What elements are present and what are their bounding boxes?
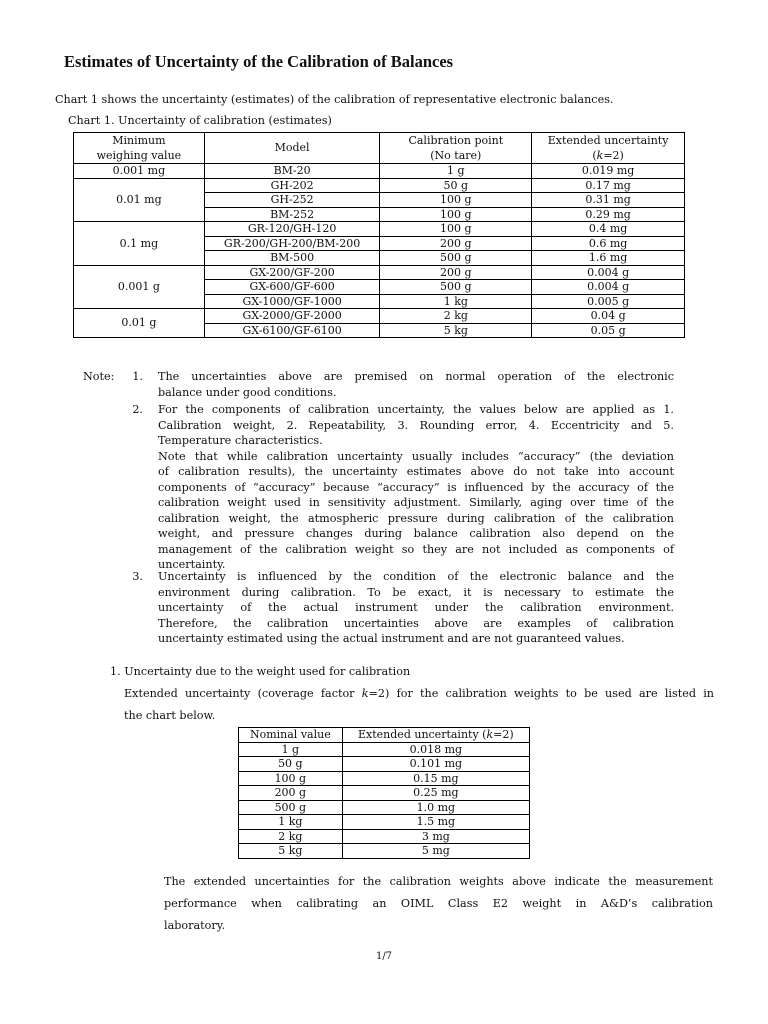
header-nominal-value: Nominal value	[239, 728, 343, 743]
note-line: components of “accuracy” because “accuracy” is influenced by the accuracy of the	[158, 480, 674, 494]
closing-line-2: performance when calibrating an OIML Class E2 weight in A&D’s calibration	[164, 897, 713, 910]
model-cell: BM-252	[204, 207, 380, 222]
model-cell: GX-1000/GF-1000	[204, 294, 380, 309]
section1-p-line1	[124, 683, 714, 705]
table-row	[74, 265, 685, 280]
uncertainty-cell: 0.4 mg	[532, 222, 685, 237]
note-line: calibration weight, the atmospheric pressure during calibration of the calibration	[158, 511, 674, 525]
nominal-value-cell: 500 g	[239, 800, 343, 815]
header-unc-k: k	[596, 149, 604, 162]
calibration-point-cell: 500 g	[380, 280, 532, 295]
note-number: 3.	[132, 570, 143, 583]
note-line: uncertainty.	[158, 558, 226, 571]
table-row	[239, 815, 530, 830]
table-row	[239, 844, 530, 859]
nominal-value-cell: 1 g	[239, 742, 343, 757]
min-weighing-cell: 0.001 g	[74, 265, 205, 309]
chart1-caption: Chart 1. Uncertainty of calibration (estimates)	[68, 114, 332, 127]
uncertainty-table	[73, 132, 685, 338]
table-row	[239, 771, 530, 786]
calibration-point-cell: 100 g	[380, 193, 532, 208]
uncertainty-cell: 0.04 g	[532, 309, 685, 324]
model-cell: GH-252	[204, 193, 380, 208]
nominal-value-cell: 5 kg	[239, 844, 343, 859]
notes-label: Note:	[83, 370, 115, 383]
header-min-weighing	[74, 133, 205, 164]
table-row	[239, 786, 530, 801]
nominal-value-cell: 200 g	[239, 786, 343, 801]
table-row	[74, 309, 685, 324]
model-cell: BM-20	[204, 164, 380, 179]
note-line: Temperature characteristics.	[158, 434, 323, 447]
model-cell: GX-2000/GF-2000	[204, 309, 380, 324]
model-cell: GX-6100/GF-6100	[204, 323, 380, 338]
weight-uncertainty-cell: 0.101 mg	[342, 757, 529, 772]
closing-paragraph	[164, 871, 713, 937]
weights-table	[238, 727, 530, 859]
calibration-point-cell: 200 g	[380, 236, 532, 251]
table-row	[239, 742, 530, 757]
weights-table-body	[239, 742, 530, 858]
note-line: For the components of calibration uncertainty, the values below are applied as 1.	[158, 403, 674, 416]
table-row	[74, 178, 685, 193]
model-cell: GX-600/GF-600	[204, 280, 380, 295]
calibration-point-cell: 50 g	[380, 178, 532, 193]
note-line: Therefore, the calibration uncertainties above are examples of calibration	[158, 616, 674, 630]
weights-header-row	[239, 728, 530, 743]
nominal-value-cell: 50 g	[239, 757, 343, 772]
min-weighing-cell: 0.1 mg	[74, 222, 205, 266]
note-line: Note that while calibration uncertainty usually includes “accuracy” (the deviation	[158, 449, 674, 463]
header-unc-close: =2)	[603, 149, 624, 162]
section1-p-k: k	[361, 687, 369, 700]
table-row	[239, 800, 530, 815]
header-weight-uncertainty	[342, 728, 529, 743]
note-line: management of the calibration weight so they are not included as components of	[158, 542, 674, 556]
min-weighing-cell: 0.01 g	[74, 309, 205, 338]
table-row	[239, 829, 530, 844]
header-calibration-point	[380, 133, 532, 164]
header-wunc-k: k	[486, 728, 494, 741]
min-weighing-cell: 0.001 mg	[74, 164, 205, 179]
model-cell: GR-120/GH-120	[204, 222, 380, 237]
uncertainty-cell: 0.019 mg	[532, 164, 685, 179]
calibration-point-cell: 100 g	[380, 207, 532, 222]
uncertainty-cell: 0.17 mg	[532, 178, 685, 193]
model-cell: BM-500	[204, 251, 380, 266]
table-header-row	[74, 133, 685, 164]
calibration-point-cell: 500 g	[380, 251, 532, 266]
note-line: of calibration results), the uncertainty estimates above do not take into account	[158, 465, 674, 478]
note-line: uncertainty estimated using the actual instrument and are not guaranteed values.	[158, 632, 625, 645]
note-number: 2.	[132, 403, 143, 416]
note-line: The uncertainties above are premised on normal operation of the electronic	[158, 370, 674, 383]
nominal-value-cell: 2 kg	[239, 829, 343, 844]
calibration-point-cell: 100 g	[380, 222, 532, 237]
uncertainty-cell: 0.004 g	[532, 265, 685, 280]
intro-text: Chart 1 shows the uncertainty (estimates) of the calibration of representative electronic balances.	[55, 93, 614, 106]
calibration-point-cell: 200 g	[380, 265, 532, 280]
header-model: Model	[204, 133, 380, 164]
note-number: 1.	[132, 370, 143, 383]
uncertainty-cell: 0.05 g	[532, 323, 685, 338]
header-unc-l2	[532, 148, 684, 163]
weight-uncertainty-cell: 0.15 mg	[342, 771, 529, 786]
note-line: uncertainty of the actual instrument under the calibration environment.	[158, 601, 674, 614]
header-min-weighing-l2: weighing value	[96, 149, 182, 162]
header-wunc-post: =2)	[493, 728, 514, 741]
note-line: balance under good conditions.	[158, 385, 337, 399]
calibration-point-cell: 1 g	[380, 164, 532, 179]
uncertainty-cell: 0.004 g	[532, 280, 685, 295]
weight-uncertainty-cell: 3 mg	[342, 829, 529, 844]
note-line: weight, and pressure changes during balance calibration also depend on the	[158, 527, 674, 540]
header-unc-l1: Extended uncertainty	[547, 134, 669, 147]
note-line: environment during calibration. To be exact, it is necessary to estimate the	[158, 585, 674, 599]
section1-p-post: =2) for the calibration weights to be used are listed in	[368, 687, 715, 700]
table-row	[74, 222, 685, 237]
nominal-value-cell: 100 g	[239, 771, 343, 786]
section1-paragraph	[124, 683, 714, 727]
header-cal-l1: Calibration point	[408, 134, 504, 147]
header-cal-l2: (No tare)	[430, 149, 482, 162]
note-line: calibration weight used in sensitivity adjustment. Similarly, aging over time of the	[158, 496, 674, 509]
weight-uncertainty-cell: 0.018 mg	[342, 742, 529, 757]
uncertainty-cell: 0.005 g	[532, 294, 685, 309]
weight-uncertainty-cell: 1.0 mg	[342, 800, 529, 815]
calibration-point-cell: 2 kg	[380, 309, 532, 324]
header-extended-uncertainty	[532, 133, 685, 164]
section1-p-pre: Extended uncertainty (coverage factor	[124, 687, 362, 700]
uncertainty-cell: 0.6 mg	[532, 236, 685, 251]
note-line: Calibration weight, 2. Repeatability, 3. Rounding error, 4. Eccentricity and 5.	[158, 418, 674, 432]
page-number: 1/7	[375, 951, 393, 962]
nominal-value-cell: 1 kg	[239, 815, 343, 830]
header-unc-open: (	[592, 149, 597, 162]
section1-p-line2: the chart below.	[124, 709, 216, 722]
model-cell: GH-202	[204, 178, 380, 193]
table-row	[239, 757, 530, 772]
weight-uncertainty-cell: 1.5 mg	[342, 815, 529, 830]
min-weighing-cell: 0.01 mg	[74, 178, 205, 222]
uncertainty-table-body	[74, 164, 685, 338]
model-cell: GX-200/GF-200	[204, 265, 380, 280]
uncertainty-cell: 0.31 mg	[532, 193, 685, 208]
page-title: Estimates of Uncertainty of the Calibration of Balances	[64, 52, 454, 71]
closing-line-3: laboratory.	[164, 919, 226, 932]
uncertainty-cell: 1.6 mg	[532, 251, 685, 266]
calibration-point-cell: 1 kg	[380, 294, 532, 309]
table-row	[74, 164, 685, 179]
model-cell: GR-200/GH-200/BM-200	[204, 236, 380, 251]
header-wunc-pre: Extended uncertainty (	[358, 728, 487, 741]
weight-uncertainty-cell: 5 mg	[342, 844, 529, 859]
header-min-weighing-l1: Minimum	[112, 134, 166, 147]
calibration-point-cell: 5 kg	[380, 323, 532, 338]
section1-heading: 1. Uncertainty due to the weight used for calibration	[110, 665, 411, 678]
closing-line-1: The extended uncertainties for the calibration weights above indicate the measurement	[164, 875, 713, 888]
weight-uncertainty-cell: 0.25 mg	[342, 786, 529, 801]
uncertainty-cell: 0.29 mg	[532, 207, 685, 222]
note-line: Uncertainty is influenced by the condition of the electronic balance and the	[158, 570, 674, 583]
